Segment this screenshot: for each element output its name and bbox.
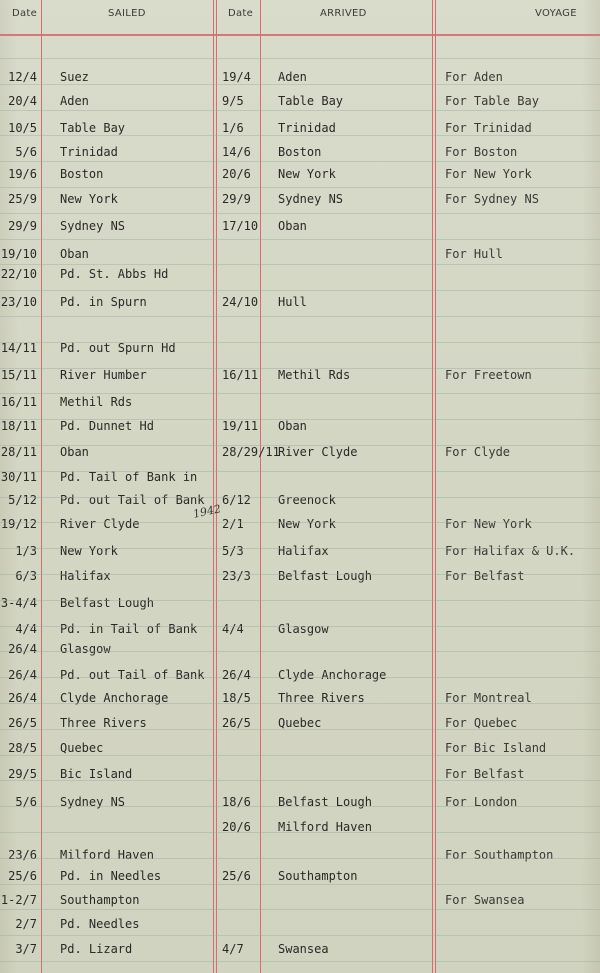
ruled-line <box>0 755 600 756</box>
port-sailed: Bic Island <box>60 767 133 781</box>
date-sailed: 19/10 <box>0 247 37 261</box>
header-arrived: ARRIVED <box>320 8 367 19</box>
port-sailed: Belfast Lough <box>60 596 154 610</box>
ruled-line <box>0 703 600 704</box>
ledger-entry <box>0 622 600 642</box>
handwritten-note: 1942 <box>191 502 223 521</box>
ruled-line <box>0 780 600 781</box>
ruled-line <box>0 161 600 162</box>
voyage: For London <box>445 795 518 809</box>
voyage: For Montreal <box>445 691 532 705</box>
ledger-entry <box>0 596 600 616</box>
voyage: For Hull <box>445 247 503 261</box>
port-arrived: Aden <box>278 70 307 84</box>
port-sailed: Glasgow <box>60 642 111 656</box>
port-arrived: Sydney NS <box>278 192 344 206</box>
voyage: For Bic Island <box>445 741 547 755</box>
header-sailed: SAILED <box>108 8 146 19</box>
date-arrived: 1/6 <box>222 121 244 135</box>
ledger-entry <box>0 368 600 388</box>
port-sailed: Oban <box>60 247 89 261</box>
port-arrived: Belfast Lough <box>278 795 372 809</box>
ledger-entry <box>0 642 600 662</box>
date-sailed: 28/5 <box>8 741 37 755</box>
date-sailed: 26/4 <box>8 691 37 705</box>
voyage: For Swansea <box>445 893 525 907</box>
date-arrived: 17/10 <box>222 219 259 233</box>
port-arrived: Swansea <box>278 942 329 956</box>
ruled-line <box>0 368 600 369</box>
ledger-entry <box>0 716 600 736</box>
port-arrived: New York <box>278 167 336 181</box>
date-arrived: 19/4 <box>222 70 251 84</box>
voyage: For Aden <box>445 70 503 84</box>
port-sailed: Pd. out Tail of Bank <box>60 668 205 682</box>
date-arrived: 28/29/11 <box>222 445 280 459</box>
ledger-entry <box>0 869 600 889</box>
date-sailed: 23/6 <box>8 848 37 862</box>
date-sailed: 1/3 <box>15 544 37 558</box>
ruled-line <box>0 213 600 214</box>
port-sailed: Aden <box>60 94 89 108</box>
date-arrived: 25/6 <box>222 869 251 883</box>
date-arrived: 4/7 <box>222 942 244 956</box>
date-arrived: 20/6 <box>222 820 251 834</box>
ruled-line <box>0 832 600 833</box>
voyage: For Clyde <box>445 445 511 459</box>
ruled-line <box>0 445 600 446</box>
date-sailed: 5/6 <box>15 795 37 809</box>
port-sailed: Trinidad <box>60 145 118 159</box>
ledger-entry <box>0 419 600 439</box>
port-sailed: Pd. out Spurn Hd <box>60 341 176 355</box>
port-sailed: Table Bay <box>60 121 126 135</box>
ruled-line <box>0 806 600 807</box>
ruled-line <box>0 600 600 601</box>
date-arrived: 18/6 <box>222 795 251 809</box>
ruled-line <box>0 471 600 472</box>
port-sailed: Suez <box>60 70 89 84</box>
ledger-entry <box>0 544 600 564</box>
date-sailed: 29/9 <box>8 219 37 233</box>
ruled-line <box>0 522 600 523</box>
port-sailed: Pd. in Spurn <box>60 295 147 309</box>
port-sailed: Boston <box>60 167 104 181</box>
date-sailed: 19/6 <box>8 167 37 181</box>
ruled-line <box>0 909 600 910</box>
port-arrived: Southampton <box>278 869 358 883</box>
ruled-line <box>0 84 600 85</box>
date-sailed: 23/10 <box>0 295 37 309</box>
ledger-entry <box>0 94 600 114</box>
ledger-entry <box>0 121 600 141</box>
date-arrived: 20/6 <box>222 167 251 181</box>
date-arrived: 23/3 <box>222 569 251 583</box>
ledger-entry <box>0 569 600 589</box>
ledger-entry <box>0 691 600 711</box>
port-sailed: River Humber <box>60 368 147 382</box>
voyage: For New York <box>445 167 532 181</box>
date-arrived: 6/12 <box>222 493 251 507</box>
port-arrived: Glasgow <box>278 622 329 636</box>
voyage: For Belfast <box>445 767 525 781</box>
port-sailed: Sydney NS <box>60 795 126 809</box>
ledger-entry <box>0 70 600 90</box>
ruled-line <box>0 574 600 575</box>
date-sailed: 3-4/4 <box>0 596 37 610</box>
header-date-arrived: Date <box>228 8 254 19</box>
voyage: For Sydney NS <box>445 192 539 206</box>
date-sailed: 1-2/7 <box>0 893 37 907</box>
ledger-entry <box>0 493 600 513</box>
ruled-line <box>0 393 600 394</box>
port-sailed: Milford Haven <box>60 848 154 862</box>
date-sailed: 15/11 <box>0 368 37 382</box>
date-arrived: 24/10 <box>222 295 259 309</box>
date-sailed: 22/10 <box>0 267 37 281</box>
ledger-entry <box>0 517 600 537</box>
port-sailed: Methil Rds <box>60 395 133 409</box>
date-sailed: 14/11 <box>0 341 37 355</box>
ledger-entry <box>0 893 600 913</box>
header-voyage: VOYAGE <box>535 8 577 19</box>
port-arrived: Quebec <box>278 716 322 730</box>
ledger-entry <box>0 917 600 937</box>
ledger-entry <box>0 741 600 761</box>
port-sailed: Three Rivers <box>60 716 147 730</box>
port-sailed: Pd. Needles <box>60 917 140 931</box>
ruled-line <box>0 135 600 136</box>
ruled-line <box>0 651 600 652</box>
voyage: For Trinidad <box>445 121 532 135</box>
ledger-entry <box>0 470 600 490</box>
voyage: For Quebec <box>445 716 518 730</box>
ledger-entry <box>0 295 600 315</box>
date-sailed: 26/4 <box>8 668 37 682</box>
port-arrived: Methil Rds <box>278 368 351 382</box>
ledger-entry <box>0 341 600 361</box>
port-sailed: Halifax <box>60 569 111 583</box>
date-sailed: 16/11 <box>0 395 37 409</box>
date-arrived: 4/4 <box>222 622 244 636</box>
date-arrived: 29/9 <box>222 192 251 206</box>
ruled-line <box>0 935 600 936</box>
date-sailed: 28/11 <box>0 445 37 459</box>
ruled-line <box>0 316 600 317</box>
date-arrived: 14/6 <box>222 145 251 159</box>
voyage: For Freetown <box>445 368 532 382</box>
ruled-line <box>0 239 600 240</box>
port-arrived: Oban <box>278 419 307 433</box>
port-sailed: Pd. out Tail of Bank <box>60 493 205 507</box>
date-arrived: 5/3 <box>222 544 244 558</box>
port-arrived: Boston <box>278 145 322 159</box>
voyage: For New York <box>445 517 532 531</box>
port-arrived: Greenock <box>278 493 336 507</box>
ledger-entry <box>0 820 600 840</box>
header-date-sailed: Date <box>12 8 38 19</box>
port-sailed: Clyde Anchorage <box>60 691 169 705</box>
voyage: For Belfast <box>445 569 525 583</box>
voyage: For Boston <box>445 145 518 159</box>
date-sailed: 25/6 <box>8 869 37 883</box>
port-sailed: New York <box>60 544 118 558</box>
ledger-entry <box>0 192 600 212</box>
ledger-entry <box>0 445 600 465</box>
ruled-line <box>0 342 600 343</box>
ledger-entry <box>0 795 600 815</box>
ledger-entry <box>0 767 600 787</box>
port-sailed: Pd. Dunnet Hd <box>60 419 154 433</box>
port-sailed: Pd. Tail of Bank in <box>60 470 198 484</box>
date-arrived: 26/5 <box>222 716 251 730</box>
date-sailed: 29/5 <box>8 767 37 781</box>
date-sailed: 26/4 <box>8 642 37 656</box>
voyage: For Southampton <box>445 848 554 862</box>
port-arrived: River Clyde <box>278 445 358 459</box>
ledger-entry <box>0 395 600 415</box>
ruled-line <box>0 290 600 291</box>
ruled-line <box>0 419 600 420</box>
date-sailed: 3/7 <box>15 942 37 956</box>
ruled-line <box>0 58 600 59</box>
port-sailed: Sydney NS <box>60 219 126 233</box>
port-sailed: Pd. in Needles <box>60 869 162 883</box>
date-sailed: 12/4 <box>8 70 37 84</box>
ledger-entry <box>0 219 600 239</box>
voyage: For Table Bay <box>445 94 539 108</box>
date-arrived: 26/4 <box>222 668 251 682</box>
port-sailed: Oban <box>60 445 89 459</box>
port-sailed: Quebec <box>60 741 104 755</box>
port-arrived: Halifax <box>278 544 329 558</box>
port-arrived: Table Bay <box>278 94 344 108</box>
port-arrived: Three Rivers <box>278 691 365 705</box>
date-arrived: 19/11 <box>222 419 259 433</box>
port-sailed: Pd. in Tail of Bank <box>60 622 198 636</box>
date-sailed: 18/11 <box>0 419 37 433</box>
date-arrived: 18/5 <box>222 691 251 705</box>
voyage: For Halifax & U.K. <box>445 544 576 558</box>
ruled-line <box>0 729 600 730</box>
ruled-line <box>0 626 600 627</box>
ruled-line <box>0 110 600 111</box>
ledger-entry <box>0 167 600 187</box>
date-sailed: 19/12 <box>0 517 37 531</box>
ledger-entry <box>0 145 600 165</box>
date-sailed: 30/11 <box>0 470 37 484</box>
ledger-entry <box>0 668 600 688</box>
date-sailed: 4/4 <box>15 622 37 636</box>
ruled-line <box>0 858 600 859</box>
port-sailed: Pd. Lizard <box>60 942 133 956</box>
port-arrived: New York <box>278 517 336 531</box>
date-sailed: 10/5 <box>8 121 37 135</box>
port-arrived: Clyde Anchorage <box>278 668 387 682</box>
port-arrived: Trinidad <box>278 121 336 135</box>
ruled-line <box>0 548 600 549</box>
ruled-line <box>0 187 600 188</box>
date-sailed: 26/5 <box>8 716 37 730</box>
port-arrived: Belfast Lough <box>278 569 372 583</box>
ruled-line <box>0 961 600 962</box>
header-underline <box>0 34 600 36</box>
date-sailed: 5/6 <box>15 145 37 159</box>
date-sailed: 6/3 <box>15 569 37 583</box>
date-sailed: 20/4 <box>8 94 37 108</box>
ruled-line <box>0 497 600 498</box>
port-sailed: New York <box>60 192 118 206</box>
date-sailed: 2/7 <box>15 917 37 931</box>
port-arrived: Hull <box>278 295 307 309</box>
port-sailed: Pd. St. Abbs Hd <box>60 267 169 281</box>
port-arrived: Oban <box>278 219 307 233</box>
ledger-entry <box>0 942 600 962</box>
date-arrived: 16/11 <box>222 368 259 382</box>
ruled-line <box>0 884 600 885</box>
date-arrived: 2/1 <box>222 517 244 531</box>
port-arrived: Milford Haven <box>278 820 372 834</box>
date-sailed: 25/9 <box>8 192 37 206</box>
date-sailed: 5/12 <box>8 493 37 507</box>
ruled-line <box>0 677 600 678</box>
port-sailed: River Clyde <box>60 517 140 531</box>
ruled-line <box>0 264 600 265</box>
port-sailed: Southampton <box>60 893 140 907</box>
ledger-entry <box>0 267 600 287</box>
date-arrived: 9/5 <box>222 94 244 108</box>
